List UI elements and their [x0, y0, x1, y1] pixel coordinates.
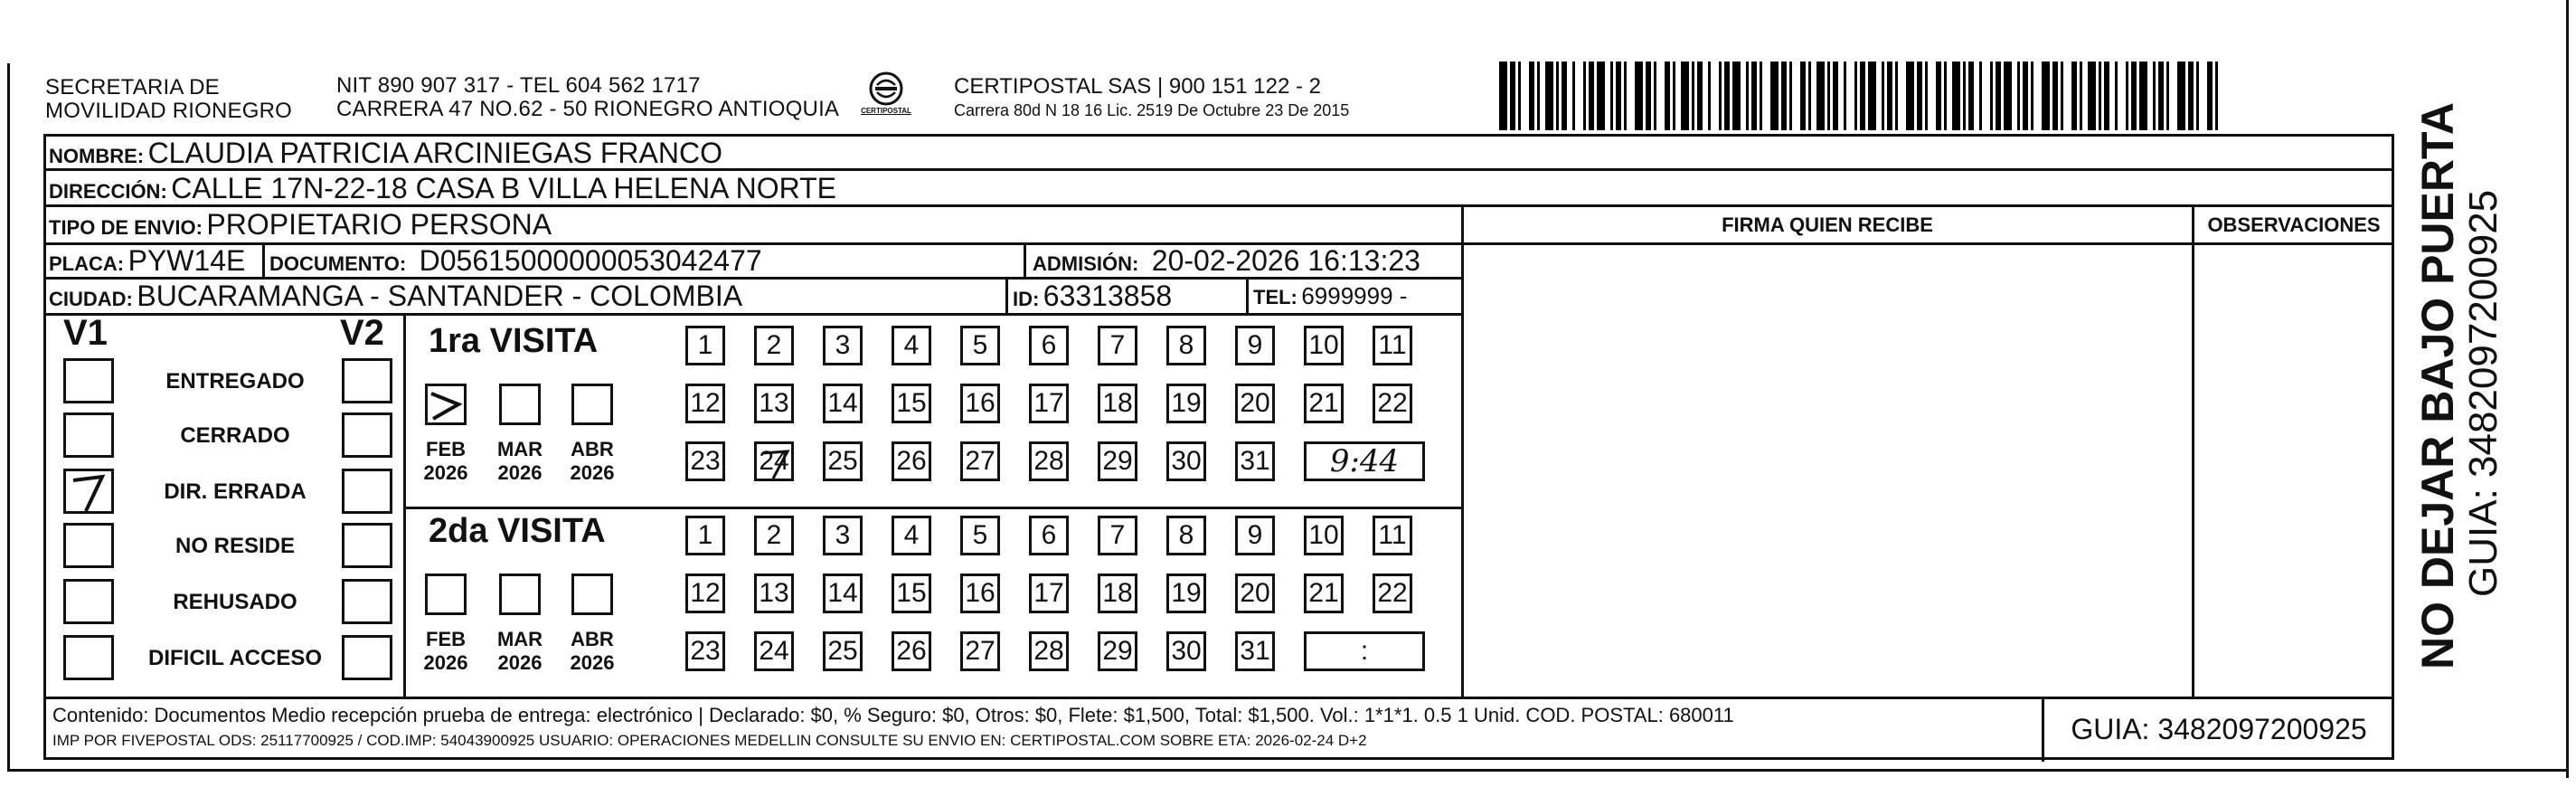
barcode-bar: [1770, 62, 1779, 130]
v1-checkbox[interactable]: [63, 412, 114, 458]
day-box[interactable]: 30: [1166, 631, 1206, 671]
month-label: [488, 438, 552, 485]
barcode-bar: [2118, 62, 2126, 130]
placa-value: PYW14E: [127, 244, 246, 277]
barcode-bar: [1575, 62, 1583, 130]
day-box[interactable]: 12: [685, 574, 725, 613]
v1-checkbox[interactable]: [63, 358, 114, 403]
month-name: MAR: [496, 438, 543, 460]
v2-checkbox[interactable]: [342, 412, 392, 458]
day-box[interactable]: 14: [823, 574, 863, 613]
right-edge-line: [2566, 0, 2569, 778]
month-checkbox[interactable]: [571, 384, 613, 425]
barcode-bar: [1868, 62, 1876, 130]
tel-value: 6999999 -: [1301, 282, 1408, 309]
day-box[interactable]: 17: [1029, 384, 1069, 423]
tel-label: TEL:: [1253, 286, 1297, 308]
barcode-bar: [2004, 62, 2012, 130]
day-box[interactable]: 30: [1166, 441, 1206, 481]
barcode-bar: [1656, 62, 1665, 130]
status-label: DIR. ERRADA: [164, 479, 307, 504]
status-label: ENTREGADO: [165, 369, 305, 394]
month-checkbox[interactable]: [571, 574, 613, 615]
day-box[interactable]: 7: [1098, 326, 1137, 365]
day-box[interactable]: 2: [754, 516, 794, 555]
rule-signature-left: [1461, 204, 1464, 697]
day-box[interactable]: 28: [1029, 441, 1069, 481]
ciudad-value: BUCARAMANGA - SANTANDER - COLOMBIA: [137, 280, 743, 312]
day-box[interactable]: 10: [1304, 516, 1344, 555]
barcode-bar: [1545, 62, 1553, 130]
day-box[interactable]: 14: [823, 384, 863, 423]
day-box[interactable]: 27: [960, 441, 1000, 481]
barcode-bar: [1792, 62, 1800, 130]
rule-visit-divider: [405, 507, 1463, 509]
nombre-label: NOMBRE:: [49, 145, 145, 167]
month-label: [488, 628, 552, 675]
day-box[interactable]: 5: [960, 326, 1000, 365]
day-box[interactable]: 6: [1029, 326, 1069, 365]
day-box[interactable]: 25: [823, 441, 863, 481]
v1-checkbox[interactable]: [63, 469, 114, 514]
id-row: [1013, 279, 1172, 319]
day-box[interactable]: 13: [754, 384, 794, 423]
day-box[interactable]: 8: [1166, 516, 1206, 555]
direccion-row: [49, 171, 836, 212]
barcode-bar: [2042, 62, 2050, 130]
nit-line: NIT 890 907 317 - TEL 604 562 1717: [336, 73, 701, 98]
logo-text: CERTIPOSTAL: [861, 107, 911, 115]
month-checkbox[interactable]: [499, 384, 541, 425]
day-box[interactable]: 20: [1235, 384, 1275, 423]
rule-status-right: [403, 313, 406, 697]
rule-admision-sep: [1024, 242, 1026, 279]
footer-imp-line: IMP POR FIVEPOSTAL ODS: 25117700925 / COD.IMP: 54043900925 USUARIO: OPERACIONES MEDELLIN CONSULTE SU ENVIO EN: CERTIPOSTAL.COM SOBRE ETA: 2026-02-24 D+2: [52, 732, 1367, 749]
barcode-bar: [2139, 62, 2147, 130]
month-label: [414, 438, 477, 485]
v2-checkbox[interactable]: [342, 358, 392, 403]
month-year: 2026: [497, 651, 543, 674]
barcode-bar: [1762, 62, 1770, 130]
barcode-bar: [1521, 62, 1529, 130]
rule-observaciones-left: [2192, 204, 2194, 697]
status-label: CERRADO: [180, 423, 290, 448]
month-name: ABR: [571, 628, 614, 650]
day-box[interactable]: 13: [754, 574, 794, 613]
month-year: 2026: [423, 651, 468, 674]
direccion-label: DIRECCIÓN:: [49, 180, 167, 203]
ciudad-label: CIUDAD:: [49, 288, 133, 310]
admision-label: ADMISIÓN:: [1033, 252, 1139, 275]
footer-contenido: Contenido: Documentos Medio recepción prueba de entrega: electrónico | Declarado: $0, % Seguro: $0, Otros: $0, Flete: $1,500, Total: $1,500. Vol.: 1*1*1. 0.5 1 Unid. COD. POSTAL: 680011: [52, 704, 1734, 726]
barcode-bar: [1732, 62, 1741, 130]
day-box[interactable]: 22: [1373, 574, 1412, 613]
status-label: DIFICIL ACCESO: [147, 646, 322, 670]
day-box[interactable]: 31: [1235, 441, 1275, 481]
day-box[interactable]: 28: [1029, 631, 1069, 671]
barcode-bar: [1906, 62, 1914, 130]
barcode-bar: [1711, 62, 1719, 130]
month-name: FEB: [426, 438, 466, 460]
v1-checkbox[interactable]: [63, 635, 114, 680]
id-label: ID:: [1013, 288, 1040, 310]
day-box[interactable]: 23: [685, 441, 725, 481]
day-box[interactable]: 17: [1029, 574, 1069, 613]
month-name: MAR: [496, 628, 543, 650]
barcode-bar: [1928, 62, 1936, 130]
barcode-bar: [1816, 62, 1825, 130]
id-value: 63313858: [1043, 280, 1173, 312]
v1-checkbox[interactable]: [63, 523, 114, 568]
v1-checkbox[interactable]: [63, 579, 114, 624]
barcode-bar: [2218, 62, 2223, 130]
month-year: 2026: [570, 461, 615, 484]
day-box[interactable]: 22: [1373, 384, 1412, 423]
day-box[interactable]: 24: [754, 441, 794, 481]
month-year: 2026: [570, 651, 615, 674]
tipo-envio-row: [49, 207, 552, 248]
barcode-bar: [1681, 62, 1689, 130]
day-box[interactable]: 20: [1235, 574, 1275, 613]
day-box[interactable]: 11: [1373, 326, 1412, 365]
agency-line-1: SECRETARIA DE: [45, 75, 220, 100]
tel-row: [1253, 279, 1407, 318]
status-label: REHUSADO: [173, 590, 297, 614]
barcode-bar: [1898, 62, 1906, 130]
v1-header: V1: [63, 313, 108, 353]
day-box[interactable]: 4: [892, 326, 931, 365]
day-box[interactable]: 10: [1304, 326, 1344, 365]
day-box[interactable]: 3: [823, 326, 863, 365]
agency-address: CARRERA 47 NO.62 - 50 RIONEGRO ANTIOQUIA: [336, 97, 840, 121]
barcode-bar: [2169, 62, 2177, 130]
month-checkbox[interactable]: [425, 574, 467, 615]
day-box[interactable]: 18: [1098, 384, 1137, 423]
no-dejar-bajo-puerta: NO DEJAR BAJO PUERTA: [2412, 102, 2463, 669]
v2-checkbox[interactable]: [342, 579, 392, 624]
bottom-edge-line: [7, 769, 2569, 772]
second-visit-title: 2da VISITA: [429, 512, 606, 550]
day-box[interactable]: 21: [1304, 574, 1344, 613]
day-box[interactable]: 16: [960, 384, 1000, 423]
month-label: [414, 628, 477, 675]
day-box[interactable]: 15: [892, 384, 931, 423]
direccion-value: CALLE 17N-22-18 CASA B VILLA HELENA NORTE: [171, 172, 836, 204]
day-box[interactable]: 15: [892, 574, 931, 613]
v2-checkbox[interactable]: [342, 635, 392, 680]
agency-line-2: MOVILIDAD RIONEGRO: [45, 99, 292, 123]
day-box[interactable]: 9: [1235, 326, 1275, 365]
nombre-value: CLAUDIA PATRICIA ARCINIEGAS FRANCO: [147, 137, 722, 169]
barcode-bar: [1635, 62, 1643, 130]
barcode-bar: [1627, 62, 1635, 130]
barcode-bar: [2199, 62, 2207, 130]
month-checkbox[interactable]: [499, 574, 541, 615]
day-box[interactable]: 16: [960, 574, 1000, 613]
day-box[interactable]: 19: [1166, 384, 1206, 423]
rule-id-sep: [1005, 277, 1008, 315]
left-edge-line: [7, 63, 10, 769]
barcode-bar: [1952, 62, 1960, 130]
rule-guia-box-left: [2042, 697, 2044, 762]
time-box[interactable]: :: [1304, 631, 1425, 671]
day-box[interactable]: 1: [685, 516, 725, 555]
barcode: [1499, 62, 2224, 130]
status-label: NO RESIDE: [175, 534, 296, 558]
day-box[interactable]: 12: [685, 384, 725, 423]
footer-guia-box: GUIA: 3482097200925: [2071, 713, 2367, 745]
day-box[interactable]: 9: [1235, 516, 1275, 555]
day-box[interactable]: 4: [892, 516, 931, 555]
time-box[interactable]: 9:44: [1304, 441, 1425, 481]
barcode-bar: [2033, 62, 2042, 130]
day-box[interactable]: 29: [1098, 631, 1137, 671]
barcode-bar: [1499, 62, 1507, 130]
barcode-bar: [1982, 62, 1990, 130]
day-box[interactable]: 7: [1098, 516, 1137, 555]
month-label: [561, 438, 624, 485]
day-box[interactable]: 8: [1166, 326, 1206, 365]
month-year: 2026: [497, 461, 543, 484]
day-box[interactable]: 3: [823, 516, 863, 555]
month-year: 2026: [423, 461, 468, 484]
day-box[interactable]: 19: [1166, 574, 1206, 613]
month-checkbox[interactable]: [425, 384, 467, 425]
courier-info: [954, 74, 1349, 121]
day-box[interactable]: 23: [685, 631, 725, 671]
courier-line-2: Carrera 80d N 18 16 Lic. 2519 De Octubre 23 De 2015: [954, 101, 1350, 119]
courier-line-1: CERTIPOSTAL SAS | 900 151 122 - 2: [954, 74, 1321, 99]
day-box[interactable]: 24: [754, 631, 794, 671]
day-check-mark: [757, 444, 793, 489]
first-visit-title: 1ra VISITA: [429, 322, 599, 360]
v2-header: V2: [340, 313, 384, 353]
barcode-bar: [1597, 62, 1605, 130]
day-box[interactable]: 26: [892, 441, 931, 481]
barcode-bar: [2177, 62, 2185, 130]
admision-value: 20-02-2026 16:13:23: [1151, 244, 1420, 277]
documento-label: DOCUMENTO:: [269, 252, 407, 275]
month-label: [561, 628, 624, 675]
tipo-envio-label: TIPO DE ENVIO:: [49, 216, 203, 239]
day-box[interactable]: 27: [960, 631, 1000, 671]
observaciones-header: OBSERVACIONES: [2207, 213, 2381, 236]
month-name: FEB: [426, 628, 466, 650]
firma-header: FIRMA QUIEN RECIBE: [1722, 213, 1933, 236]
day-box[interactable]: 5: [960, 516, 1000, 555]
day-box[interactable]: 18: [1098, 574, 1137, 613]
v2-checkbox[interactable]: [342, 523, 392, 568]
placa-label: PLACA:: [49, 252, 125, 275]
v2-checkbox[interactable]: [342, 469, 392, 514]
barcode-bar: [1846, 62, 1854, 130]
day-box[interactable]: 2: [754, 326, 794, 365]
side-guia: GUIA: 3482097200925: [2461, 189, 2505, 597]
rule-placa-sep: [262, 242, 265, 279]
day-box[interactable]: 1: [685, 326, 725, 365]
day-box[interactable]: 6: [1029, 516, 1069, 555]
day-box[interactable]: 29: [1098, 441, 1137, 481]
barcode-bar: [2088, 62, 2096, 130]
barcode-bar: [2063, 62, 2071, 130]
day-box[interactable]: 31: [1235, 631, 1275, 671]
month-name: ABR: [571, 438, 614, 460]
day-box[interactable]: 25: [823, 631, 863, 671]
tipo-envio-value: PROPIETARIO PERSONA: [206, 208, 552, 241]
agency-contact: [336, 74, 839, 121]
day-box[interactable]: 11: [1373, 516, 1412, 555]
documento-value: D05615000000053042477: [419, 244, 762, 277]
day-box[interactable]: 26: [892, 631, 931, 671]
agency-name: [45, 76, 292, 123]
ciudad-row: [49, 279, 742, 319]
certipostal-logo: [859, 71, 913, 121]
day-box[interactable]: 21: [1304, 384, 1344, 423]
